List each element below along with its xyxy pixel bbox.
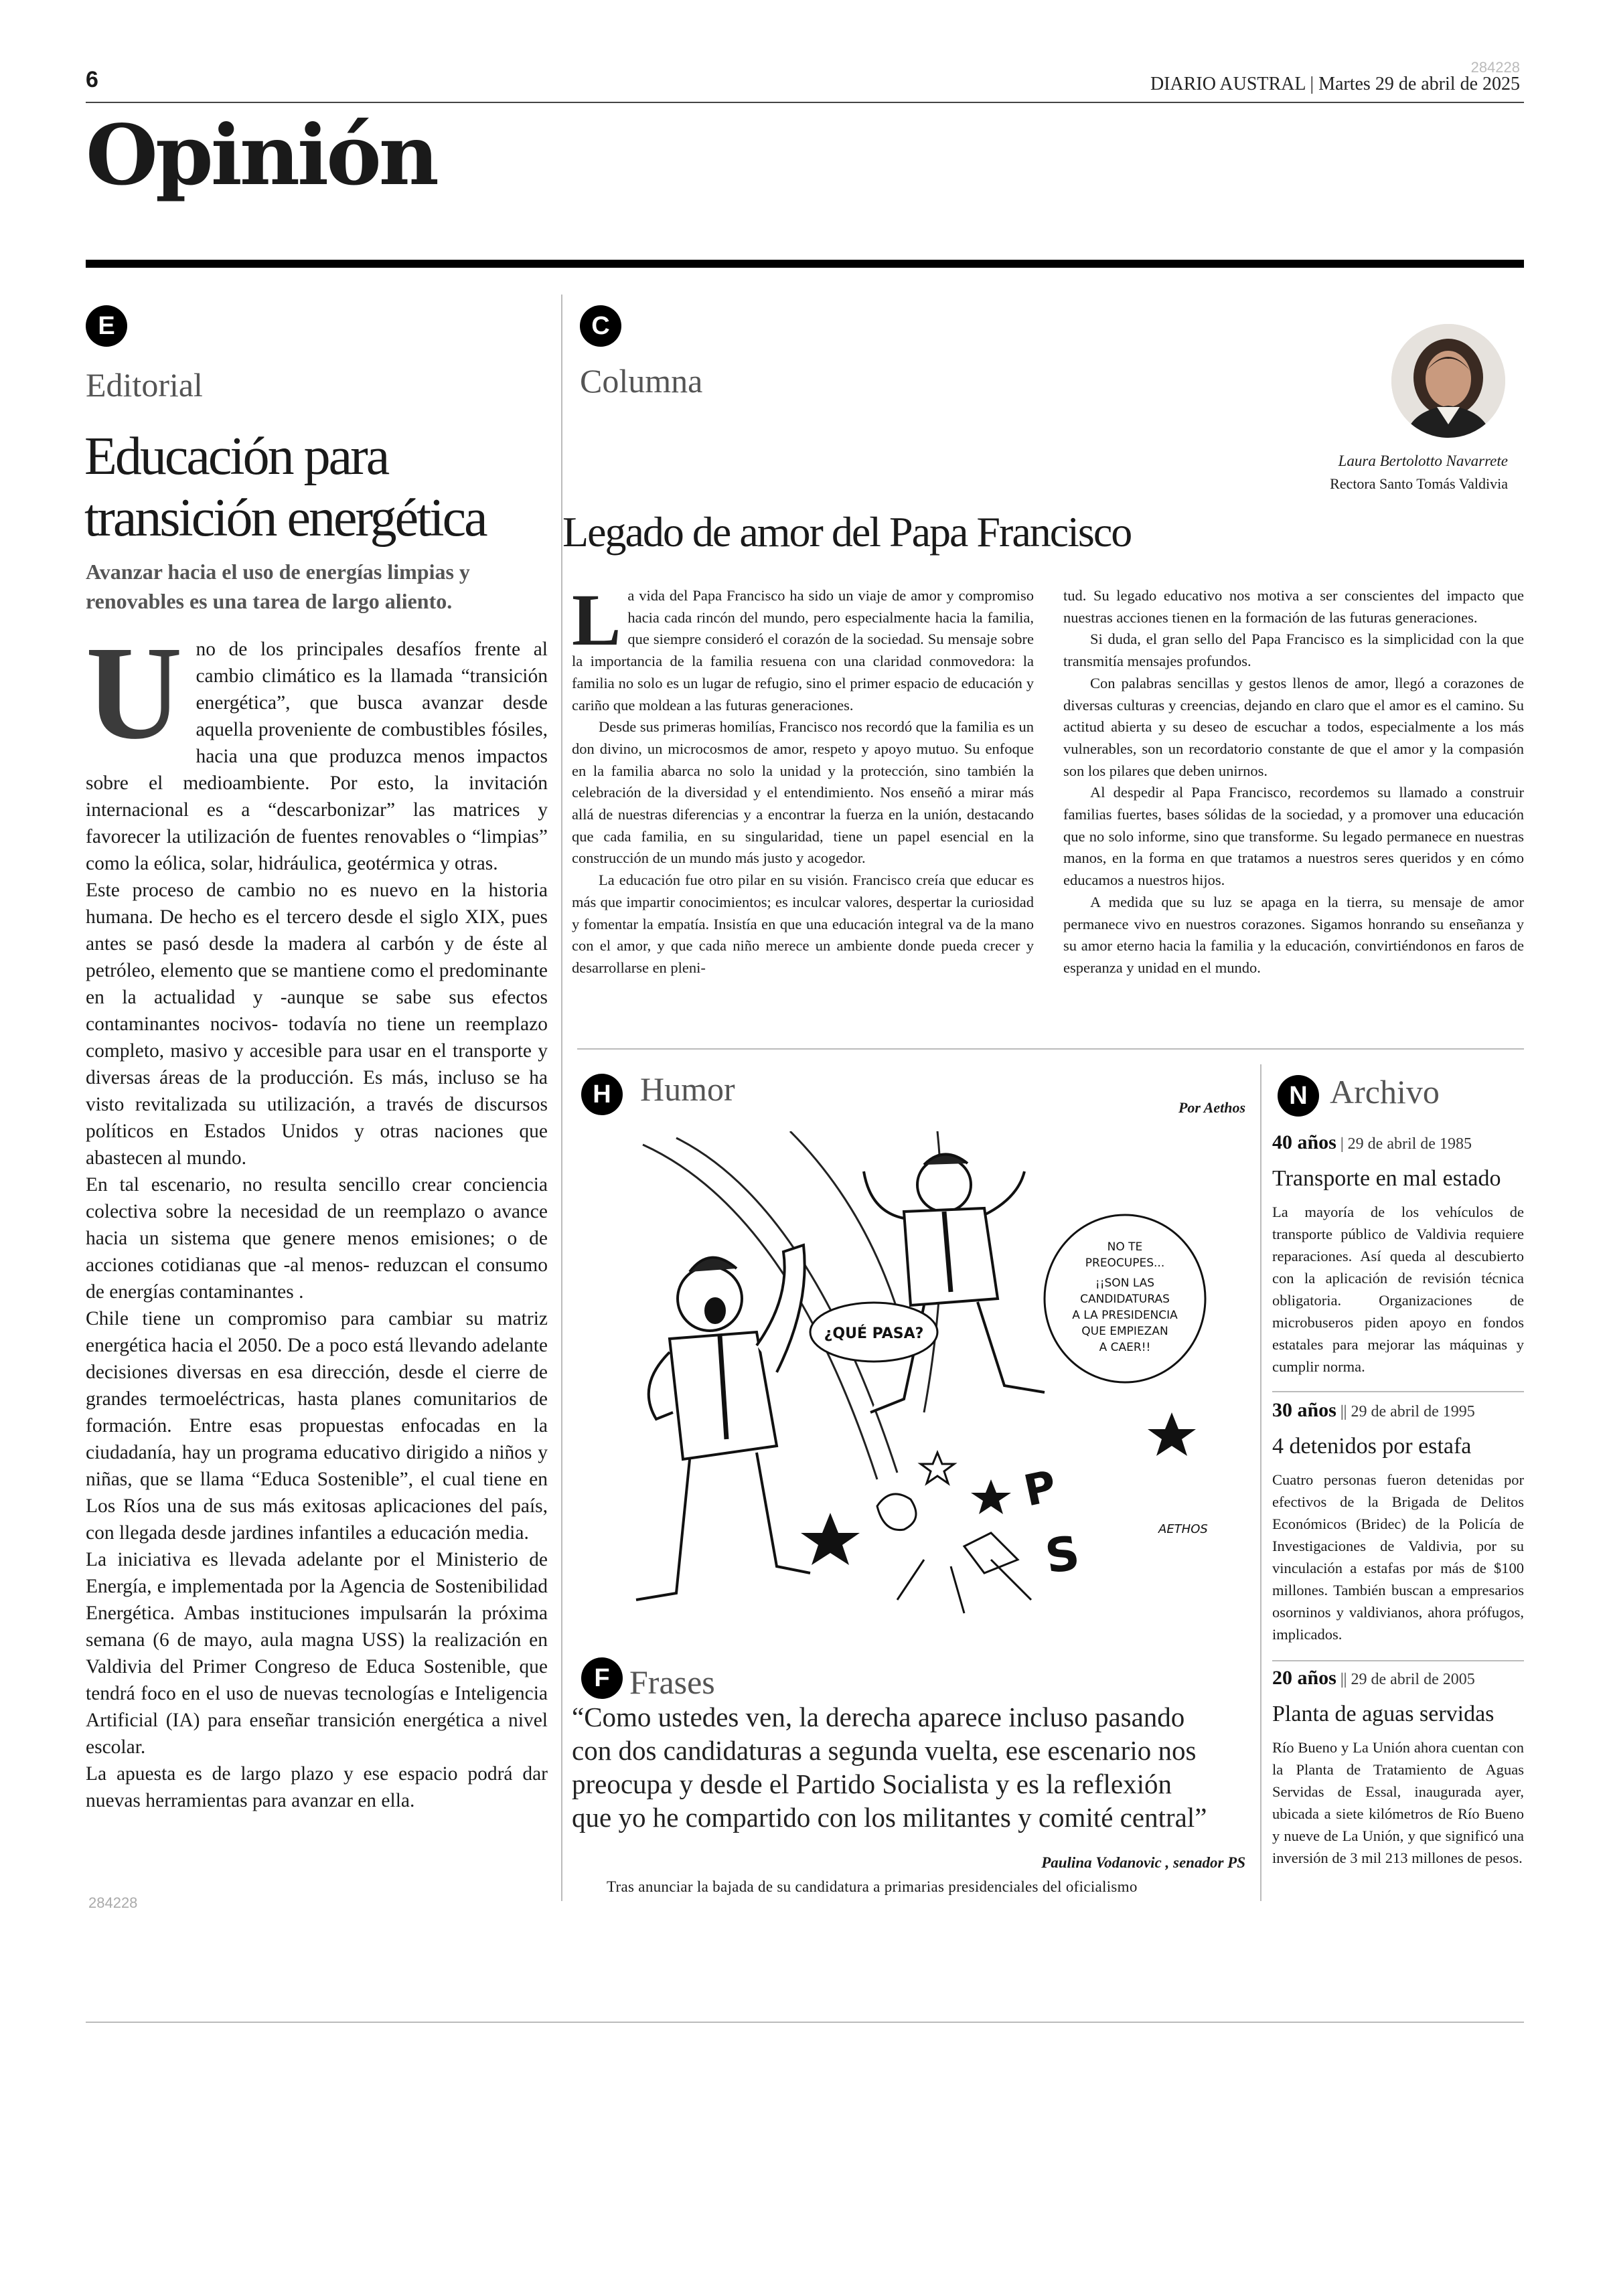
column-kicker: Columna [580,362,703,400]
frases-quote [572,1700,1207,1834]
frases-kicker: Frases [629,1663,715,1701]
column-badge: C [580,305,621,347]
column-drop-cap: L [572,579,621,661]
bubble-right-line: A LA PRESIDENCIA [1072,1309,1178,1322]
speech-bubble-right [1045,1215,1205,1382]
archivo-item-day: 29 de abril de 1985 [1347,1135,1472,1153]
header-rule [86,102,1524,103]
publication-name: DIARIO AUSTRAL [1150,74,1306,94]
dateline: DIARIO AUSTRAL | Martes 29 de abril de 2025 [1150,74,1520,94]
bubble-right-line: ¡¡SON LAS [1095,1277,1155,1290]
column-author: Laura Bertolotto Navarrete [1338,453,1508,469]
cartoon-signature: AETHOS [1158,1522,1208,1536]
cartoon-debris [877,1494,1031,1613]
humor-kicker: Humor [640,1070,735,1108]
speech-bubble-left [810,1303,937,1362]
frases-quote-line: “Como ustedes ven, la derecha aparece incluso pasando [572,1702,1185,1732]
editorial-paragraph: La apuesta es de largo plazo y ese espacio podrá dar nuevas herramientas para avanzar en ella. [86,1763,548,1811]
author-photo [1391,324,1505,438]
section-title: Opinión [86,107,437,204]
archivo-item-text: La mayoría de los vehículos de transporte público de Valdivia requiere reparaciones. Así queda al descubierto con la aplicación de revisión técnica obligatoria. Organizaciones de microbuseros piden apoyo en fondos estatales para mejorar las máquinas y cumplir norma. [1272,1204,1524,1375]
archivo-item [1272,1667,1524,1869]
bubble-left-text: ¿QUÉ PASA? [824,1325,924,1342]
editorial-paragraph: En tal escenario, no resulta sencillo crear conciencia colectiva sobre la necesidad de un reemplazo o avance hacia un sistema que genere menos emisiones; o de acciones cotidianas que -al menos- reduzcan el consumo de energías contaminantes . [86,1174,548,1303]
archivo-item-text: Cuatro personas fueron detenidas por efectivos de la Brigada de Delitos Económicos (Bridec) de la Policía de Investigaciones de Valdivia, por su vinculación a estafas por más de $100 millones. También buscan a empresarios osorninos y valdivianos, ahora prófugos, implicados. [1272,1471,1524,1643]
archivo-item-day: 29 de abril de 1995 [1351,1403,1475,1420]
cartoon-letter-s: S [1041,1525,1083,1584]
cartoon-stars [801,1412,1196,1565]
frases-quote-line: preocupa y desde el Partido Socialista y es la reflexión [572,1769,1172,1799]
editorial-badge: E [86,305,127,347]
editorial-kicker: Editorial [86,366,203,404]
editorial-headline [84,426,486,549]
archivo-item-title: Planta de aguas servidas [1272,1702,1495,1726]
archivo-item-years: 30 años [1272,1399,1336,1421]
archivo-item-date: 40 años | 29 de abril de 1985 [1272,1131,1472,1153]
cartoon-man-right [864,1154,1045,1412]
column-author-role: Rectora Santo Tomás Valdivia [1330,475,1508,492]
column-paragraph: Al despedir al Papa Francisco, recordemos su llamado a construir familias fuertes, bases sólidas de la sociedad, y a promover una educación que no solo informe, sino que transforme. Su legado permanece en nuestras manos, en la forma en que tratamos a nuestros seres queridos y en cómo educamos a nuestros hijos. [1063,784,1524,889]
humor-byline: Por Aethos [1178,1099,1245,1116]
archivo-item [1272,1131,1524,1378]
column-body-left [572,579,1034,979]
editorial-subheadline: Avanzar hacia el uso de energías limpias y renovables es una tarea de largo aliento. [86,560,470,613]
frases-badge: F [581,1657,623,1699]
bubble-right-line: CANDIDATURAS [1080,1293,1170,1306]
column-paragraph: La educación fue otro pilar en su visión. Francisco creía que educar es más que impartir conocimientos; es inculcar valores, despertar la curiosidad y fomentar la empatía. Insistía en que una educación integral va de la mano con el amor, y que cada niño merece un ambiente donde pueda crecer y desarrollarse en pleni- [572,872,1034,976]
editorial-headline-line2: transición energética [84,489,486,548]
frases-context: Tras anunciar la bajada de su candidatura a primarias presidenciales del oficialismo [607,1878,1138,1895]
page-number: 6 [86,67,98,92]
cartoon-man-left [636,1245,810,1600]
column-paragraph: Desde sus primeras homilías, Francisco nos recordó que la familia es un don divino, un microcosmos de amor, respeto y apoyo mutuo. Su enfoque en la familia abarca no solo la unidad y la protección, sino también la celebración de la diversidad y el entendimiento. Nos enseñó a mirar más allá de nuestras diferencias y a encontrar la fuerza en la unión, destacando que cada familia, en su singularidad, tiene un papel esencial en la construcción de un mundo más justo y acogedor. [572,718,1034,867]
cartoon [589,1131,1245,1627]
bubble-right-line: NO TE [1107,1240,1143,1254]
column-divider-right [1260,1064,1261,1901]
frases-attribution: Paulina Vodanovic , senador PS [1041,1854,1245,1871]
archivo-kicker: Archivo [1330,1073,1440,1111]
archivo-divider [1272,1391,1524,1392]
column-paragraph: A medida que su luz se apaga en la tierra, su mensaje de amor permanece vivo en nuestros corazones. Sigamos honrando su enseñanza y su amor eterno hacia la familia y la educación, convirtiéndonos en faros de esperanza y unidad en el mundo. [1063,893,1524,976]
editorial-body [86,619,548,1814]
archivo-item-date: 20 años || 29 de abril de 2005 [1272,1667,1475,1689]
bubble-right-line: A CAER!! [1099,1341,1151,1354]
column-paragraph: Si duda, el gran sello del Papa Francisco es la simplicidad con la que transmitía mensajes profundos. [1063,631,1524,670]
column-body-right [1063,585,1524,979]
editorial-headline-line1: Educación para [84,427,388,486]
column-paragraph: a vida del Papa Francisco ha sido un viaje de amor y compromiso hacia cada rincón del mundo, pero especialmente hacia la familia, que siempre consideró el corazón de la sociedad. Su mensaje sobre la importancia de la familia resuena con una claridad conmovedora: la familia no solo es un lugar de refugio, sino el primer espacio de educación y cariño que moldean a las futuras generaciones. [572,587,1034,714]
humor-badge: H [581,1074,623,1115]
page-bottom-rule [86,2022,1524,2023]
editorial-drop-cap: U [86,619,183,767]
archivo-item [1272,1399,1524,1645]
archivo-divider [1272,1660,1524,1661]
author-portrait-icon [1391,324,1505,438]
editorial-paragraph: Este proceso de cambio no es nuevo en la historia humana. De hecho es el tercero desde el siglo XIX, pues antes se pasó desde la madera al carbón y de éste al petróleo, elemento que se mantiene como el predominante en la actualidad y -aunque se sabe sus efectos contaminantes nocivos- todavía no tiene un reemplazo completo, masivo y accesible para usar en el transporte y diversas áreas de la producción. Es más, incluso se ha visto revitalizada su utilización, a través de discursos políticos en Estados Unidos y otras naciones que abastecen al mundo. [86,880,548,1169]
bubble-right-line: QUE EMPIEZAN [1081,1325,1168,1338]
editorial-paragraph: Chile tiene un compromiso para cambiar su matriz energética hacia el 2050. De a poco está llevando adelante decisiones diversas en esa dirección, desde el cierre de grandes termoeléctricas, hasta planes comunitarios de formación. Entre esas propuestas enfocadas en la ciudadanía, hay un programa educativo dirigido a niños y niñas, que se llama “Educa Sostenible”, el cual tiene en Los Ríos una de sus más exitosas aplicaciones del país, con llegada desde jardines infantiles a educación media. [86,1308,548,1544]
frases-quote-line: con dos candidaturas a segunda vuelta, ese escenario nos [572,1735,1197,1766]
archivo-item-title: 4 detenidos por estafa [1272,1434,1472,1459]
editorial-footer-id: 284228 [88,1894,138,1911]
frases-quote-line: que yo he compartido con los militantes y comité central” [572,1802,1207,1833]
archivo-item-date: 30 años || 29 de abril de 1995 [1272,1399,1475,1421]
bubble-right-line: PREOCUPES... [1085,1256,1165,1270]
archivo-item-text: Río Bueno y La Unión ahora cuentan con la Planta de Tratamiento de Aguas Servidas de Essal, inaugurada ayer, ubicada a siete kilómetros de Río Bueno y nueve de La Unión, y que significó una inversión de 3 mil 213 millones de pesos. [1272,1739,1524,1866]
archivo-item-title: Transporte en mal estado [1272,1166,1501,1191]
cartoon-letter-p: P [1019,1461,1061,1517]
column-paragraph: Con palabras sencillas y gestos llenos de amor, llegó a corazones de diversas culturas y creencias, dejando en claro que el amor es el camino. Su actitud abierta y su deseo de escuchar a todos, especialmente a los más vulnerables, son un recordatorio constante de que el amor y la compasión son los pilares que deben unirnos. [1063,674,1524,779]
column-headline: Legado de amor del Papa Francisco [562,508,1132,556]
archivo-item-day: 29 de abril de 2005 [1351,1671,1475,1688]
column-bottom-rule [577,1048,1524,1050]
section-rule [86,260,1524,268]
issue-date: Martes 29 de abril de 2025 [1318,74,1520,94]
archivo-badge: N [1278,1075,1319,1117]
column-paragraph: tud. Su legado educativo nos motiva a ser conscientes del impacto que nuestras acciones tienen en la formación de las futuras generaciones. [1063,587,1524,626]
editorial-paragraph: La iniciativa es llevada adelante por el Ministerio de Energía, e implementada por la Agencia de Sostenibilidad Energética. Ambas instituciones impulsarán la próxima semana (6 de mayo, aula magna USS) la realización en Valdivia del Primer Congreso de Educa Sostenible, que tendrá foco en el uso de nuevas tecnologías e Inteligencia Artificial (IA) para enseñar transición energética a nivel escolar. [86,1549,548,1758]
editorial-lead: no de los principales desafíos frente al cambio climático es la llamada “transición energética”, que busca avanzar desde aquella proveniente de combustibles fósiles, hacia una que produzca menos impactos sobre el medioambiente. Por esto, la invitación internacional es a “descarbonizar” las matrices y favorecer la utilización de fuentes renovables o “limpias” como la eólica, solar, hidráulica, geotérmica y otras. [86,639,548,874]
archivo-item-years: 40 años [1272,1131,1336,1153]
document-id: 284228 [1470,59,1520,76]
archivo-item-years: 20 años [1272,1667,1336,1689]
